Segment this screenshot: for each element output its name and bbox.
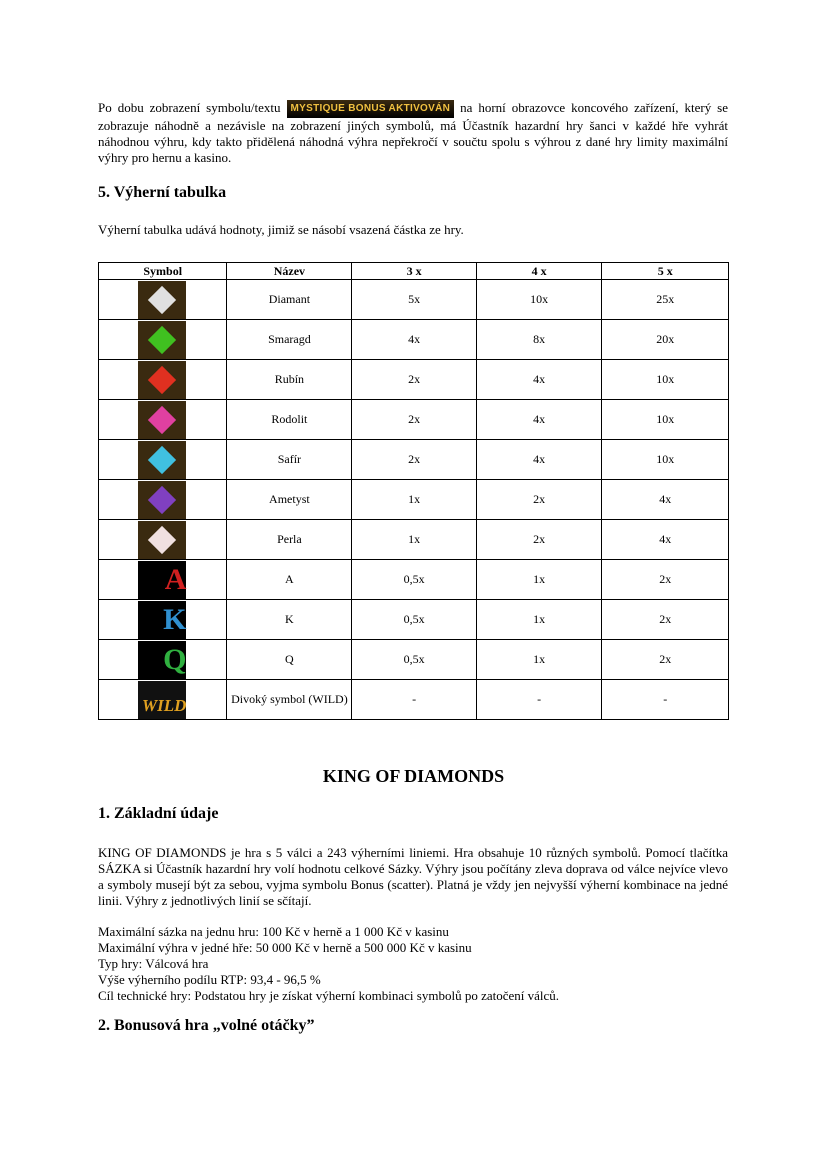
payout-3x: 1x <box>352 520 477 560</box>
name-cell: Rubín <box>227 360 352 400</box>
letter-symbol-icon: K <box>138 601 186 639</box>
payout-5x: 10x <box>602 440 729 480</box>
table-row <box>99 320 729 360</box>
name-cell: Safír <box>227 440 352 480</box>
table-row <box>99 640 729 680</box>
name-cell: Perla <box>227 520 352 560</box>
table-row <box>99 280 729 320</box>
letter-symbol-icon: Q <box>138 641 186 679</box>
payout-3x: 0,5x <box>352 560 477 600</box>
payout-5x: - <box>602 680 729 720</box>
table-row <box>99 480 729 520</box>
name-cell: Smaragd <box>227 320 352 360</box>
name-cell: Ametyst <box>227 480 352 520</box>
name-cell: Q <box>227 640 352 680</box>
section-1-heading: 1. Základní údaje <box>98 805 219 822</box>
payout-4x: 1x <box>476 640 602 680</box>
column-header: 4 x <box>476 263 602 280</box>
table-row <box>99 520 729 560</box>
gem-symbol-icon <box>138 521 186 559</box>
name-cell: Rodolit <box>227 400 352 440</box>
symbol-cell <box>99 520 227 560</box>
payout-4x: - <box>476 680 602 720</box>
symbol-cell <box>99 680 227 720</box>
section-5-text: Výherní tabulka udává hodnoty, jimiž se násobí vsazená částka ze hry. <box>98 222 464 237</box>
gem-symbol-icon <box>138 441 186 479</box>
payout-4x: 8x <box>476 320 602 360</box>
payout-5x: 10x <box>602 400 729 440</box>
payout-4x: 4x <box>476 400 602 440</box>
gem-symbol-icon <box>138 281 186 319</box>
mystique-bonus-badge-image: MYSTIQUE BONUS AKTIVOVÁN <box>287 100 455 118</box>
name-cell: K <box>227 600 352 640</box>
game-title: KING OF DIAMONDS <box>322 766 505 786</box>
payout-3x: 0,5x <box>352 640 477 680</box>
column-header: Název <box>227 263 352 280</box>
symbol-cell <box>99 560 227 600</box>
letter-symbol-icon: A <box>138 561 186 599</box>
gem-symbol-icon <box>138 321 186 359</box>
section-2-heading: 2. Bonusová hra „volné otáčky” <box>98 1017 315 1034</box>
section-1-text: KING OF DIAMONDS je hra s 5 válci a 243 výherními liniemi. Hra obsahuje 10 různých symbolů. Pomocí tlačítka SÁZKA si Účastník hazardní hry volí hodnotu celkové Sázky. Výhry jsou počítány zleva doprava od válce nejvíce vlevo a symboly musejí být za sebou, vyjma symbolu Bonus (scatter). Platná je vždy jen nejvyšší výherní kombinace na jedné linii. Výhry z jednotlivých linií se sčítají. <box>98 845 728 908</box>
payout-4x: 1x <box>476 560 602 600</box>
column-header: 3 x <box>352 263 477 280</box>
payout-5x: 4x <box>602 480 729 520</box>
symbol-cell <box>99 440 227 480</box>
fact-line: Cíl technické hry: Podstatou hry je získat výherní kombinaci symbolů po zatočení válců. <box>98 988 560 1003</box>
fact-line: Maximální sázka na jednu hru: 100 Kč v herně a 1 000 Kč v kasinu <box>98 924 449 939</box>
fact-line: Výše výherního podílu RTP: 93,4 - 96,5 % <box>98 972 321 987</box>
name-cell: A <box>227 560 352 600</box>
payout-4x: 4x <box>476 360 602 400</box>
payout-3x: 1x <box>352 480 477 520</box>
intro-text-end: na horní obrazovce koncového zařízení, který se zobrazuje náhodně a nezávisle na zobrazení jiných symbolů, má Účastník hazardní hry šanci v každé hře vyhrát náhodnou výhru, kdy takto přidělená náhodná výhra nepřekročí v součtu spolu s výhrou z dané hry limity maximální výhry pro hernu a kasino. <box>98 100 728 165</box>
payout-4x: 1x <box>476 600 602 640</box>
payout-3x: 2x <box>352 400 477 440</box>
wild-symbol-icon: WILD <box>138 681 186 719</box>
payout-5x: 2x <box>602 640 729 680</box>
gem-symbol-icon <box>138 401 186 439</box>
payout-4x: 2x <box>476 520 602 560</box>
payout-4x: 2x <box>476 480 602 520</box>
payout-3x: 2x <box>352 440 477 480</box>
payout-5x: 2x <box>602 600 729 640</box>
gem-symbol-icon <box>138 481 186 519</box>
symbol-cell <box>99 320 227 360</box>
symbol-cell <box>99 280 227 320</box>
gem-symbol-icon <box>138 361 186 399</box>
intro-paragraph <box>98 100 728 166</box>
table-row <box>99 400 729 440</box>
payout-5x: 4x <box>602 520 729 560</box>
payout-3x: 5x <box>352 280 477 320</box>
fact-line: Typ hry: Válcová hra <box>98 956 209 971</box>
table-row <box>99 680 729 720</box>
payout-5x: 20x <box>602 320 729 360</box>
payout-3x: - <box>352 680 477 720</box>
payout-5x: 25x <box>602 280 729 320</box>
paytable <box>98 262 729 720</box>
game-facts <box>98 924 728 1004</box>
name-cell: Divoký symbol (WILD) <box>227 680 352 720</box>
table-row <box>99 600 729 640</box>
symbol-cell <box>99 400 227 440</box>
table-row <box>99 560 729 600</box>
payout-5x: 2x <box>602 560 729 600</box>
payout-3x: 0,5x <box>352 600 477 640</box>
table-row <box>99 360 729 400</box>
column-header: Symbol <box>99 263 227 280</box>
symbol-cell <box>99 360 227 400</box>
fact-line: Maximální výhra v jedné hře: 50 000 Kč v herně a 500 000 Kč v kasinu <box>98 940 472 955</box>
symbol-cell <box>99 640 227 680</box>
column-header: 5 x <box>602 263 729 280</box>
section-5-heading: 5. Výherní tabulka <box>98 184 227 201</box>
table-row <box>99 440 729 480</box>
symbol-cell <box>99 480 227 520</box>
payout-3x: 4x <box>352 320 477 360</box>
symbol-cell <box>99 600 227 640</box>
payout-4x: 10x <box>476 280 602 320</box>
payout-4x: 4x <box>476 440 602 480</box>
intro-text-start: Po dobu zobrazení symbolu/textu <box>98 100 281 115</box>
payout-5x: 10x <box>602 360 729 400</box>
payout-3x: 2x <box>352 360 477 400</box>
name-cell: Diamant <box>227 280 352 320</box>
